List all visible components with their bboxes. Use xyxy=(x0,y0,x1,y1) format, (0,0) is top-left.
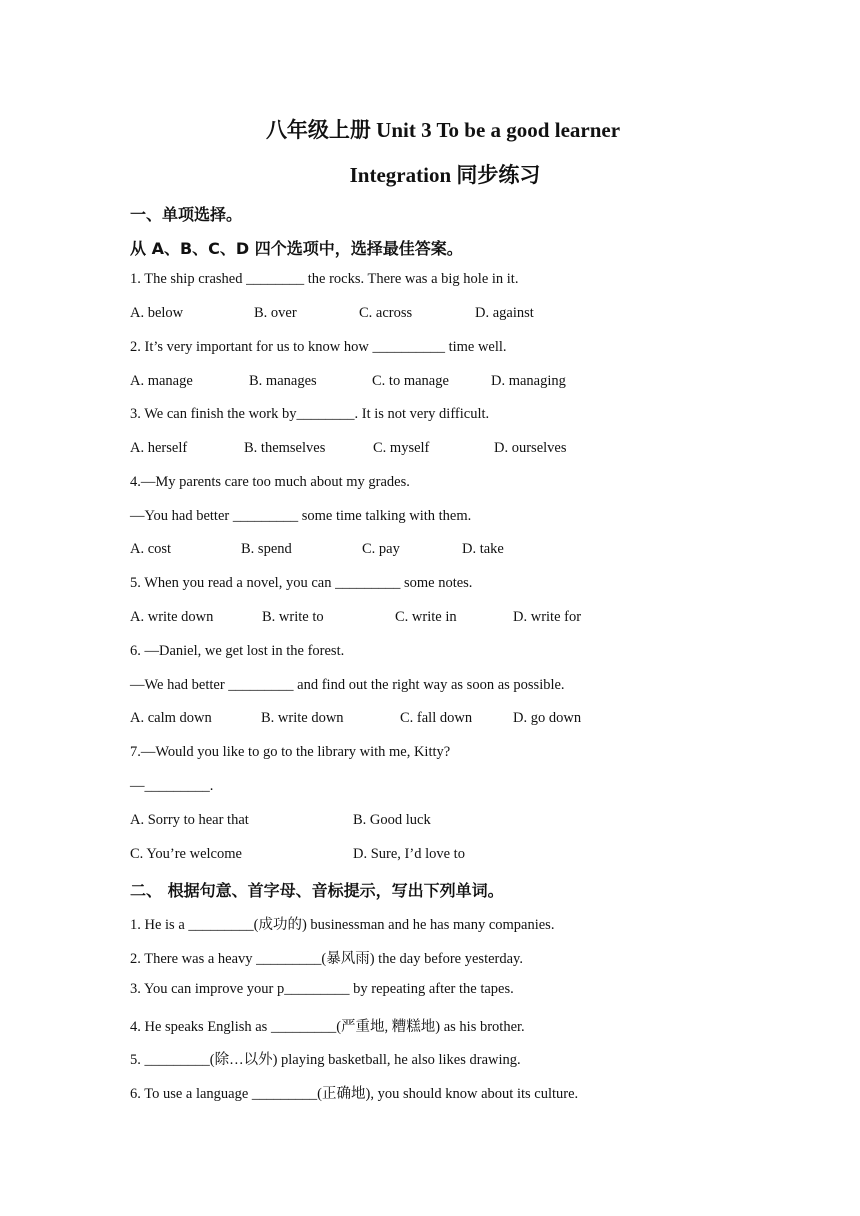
question-1-option-d: D. against xyxy=(475,305,534,321)
fill-in-item-2: 2. There was a heavy _________(暴风雨) the day before yesterday. xyxy=(130,951,523,967)
question-2-option-d: D. managing xyxy=(491,373,566,389)
fill-in-item-4: 4. He speaks English as _________(严重地, 糟糕地) as his brother. xyxy=(130,1019,525,1035)
question-2-option-c: C. to manage xyxy=(372,373,449,389)
question-2-option-b: B. manages xyxy=(249,373,317,389)
question-7-option-a: A. Sorry to hear that xyxy=(130,812,249,828)
question-5-text: 5. When you read a novel, you can _________ some notes. xyxy=(130,575,473,591)
question-6-option-b: B. write down xyxy=(261,710,344,726)
page-title: 八年级上册 Unit 3 To be a good learner xyxy=(265,118,621,142)
fill-in-item-6: 6. To use a language _________(正确地), you should know about its culture. xyxy=(130,1086,579,1102)
question-6-text: 6. —Daniel, we get lost in the forest. xyxy=(130,643,345,659)
question-4-option-a: A. cost xyxy=(130,541,172,557)
question-3-option-d: D. ourselves xyxy=(494,440,567,456)
question-5-option-c: C. write in xyxy=(395,609,457,625)
question-7-option-b: B. Good luck xyxy=(353,812,431,828)
question-3-option-c: C. myself xyxy=(373,440,430,456)
question-2-option-a: A. manage xyxy=(130,373,193,389)
section-2-heading: 二、 根据句意、首字母、音标提示，写出下列单词。 xyxy=(130,881,504,900)
question-7-text: 7.—Would you like to go to the library with me, Kitty? xyxy=(130,744,451,760)
question-4-response: —You had better _________ some time talking with them. xyxy=(130,508,472,524)
question-4-option-b: B. spend xyxy=(241,541,292,557)
question-7-option-c: C. You’re welcome xyxy=(130,846,242,862)
question-7-response: —_________. xyxy=(130,778,214,794)
question-1-text: 1. The ship crashed ________ the rocks. There was a big hole in it. xyxy=(130,271,519,287)
question-5-option-d: D. write for xyxy=(513,609,582,625)
question-6-option-d: D. go down xyxy=(513,710,582,726)
question-6-response: —We had better _________ and find out the right way as soon as possible. xyxy=(130,677,565,693)
section-1-heading: 一、单项选择。 xyxy=(130,205,243,224)
fill-in-item-1: 1. He is a _________(成功的) businessman and he has many companies. xyxy=(130,917,555,933)
question-1-option-c: C. across xyxy=(359,305,413,321)
question-3-text: 3. We can finish the work by________. It is not very difficult. xyxy=(130,406,490,422)
fill-in-item-5: 5. _________(除…以外) playing basketball, he also likes drawing. xyxy=(130,1052,521,1068)
question-7-option-d: D. Sure, I’d love to xyxy=(353,846,465,862)
question-1-option-a: A. below xyxy=(130,305,184,321)
question-4-option-c: C. pay xyxy=(362,541,400,557)
question-3-option-a: A. herself xyxy=(130,440,188,456)
question-4-text: 4.—My parents care too much about my grades. xyxy=(130,474,410,490)
page-subtitle: Integration 同步练习 xyxy=(349,163,541,187)
question-4-option-d: D. take xyxy=(462,541,504,557)
question-6-option-a: A. calm down xyxy=(130,710,212,726)
question-2-text: 2. It’s very important for us to know how __________ time well. xyxy=(130,339,507,355)
fill-in-item-3: 3. You can improve your p_________ by repeating after the tapes. xyxy=(130,981,514,997)
question-3-option-b: B. themselves xyxy=(244,440,326,456)
question-5-option-a: A. write down xyxy=(130,609,214,625)
question-1-option-b: B. over xyxy=(254,305,297,321)
section-1-instruction: 从 A、B、C、D 四个选项中，选择最佳答案。 xyxy=(130,239,463,258)
question-5-option-b: B. write to xyxy=(262,609,324,625)
question-6-option-c: C. fall down xyxy=(400,710,473,726)
